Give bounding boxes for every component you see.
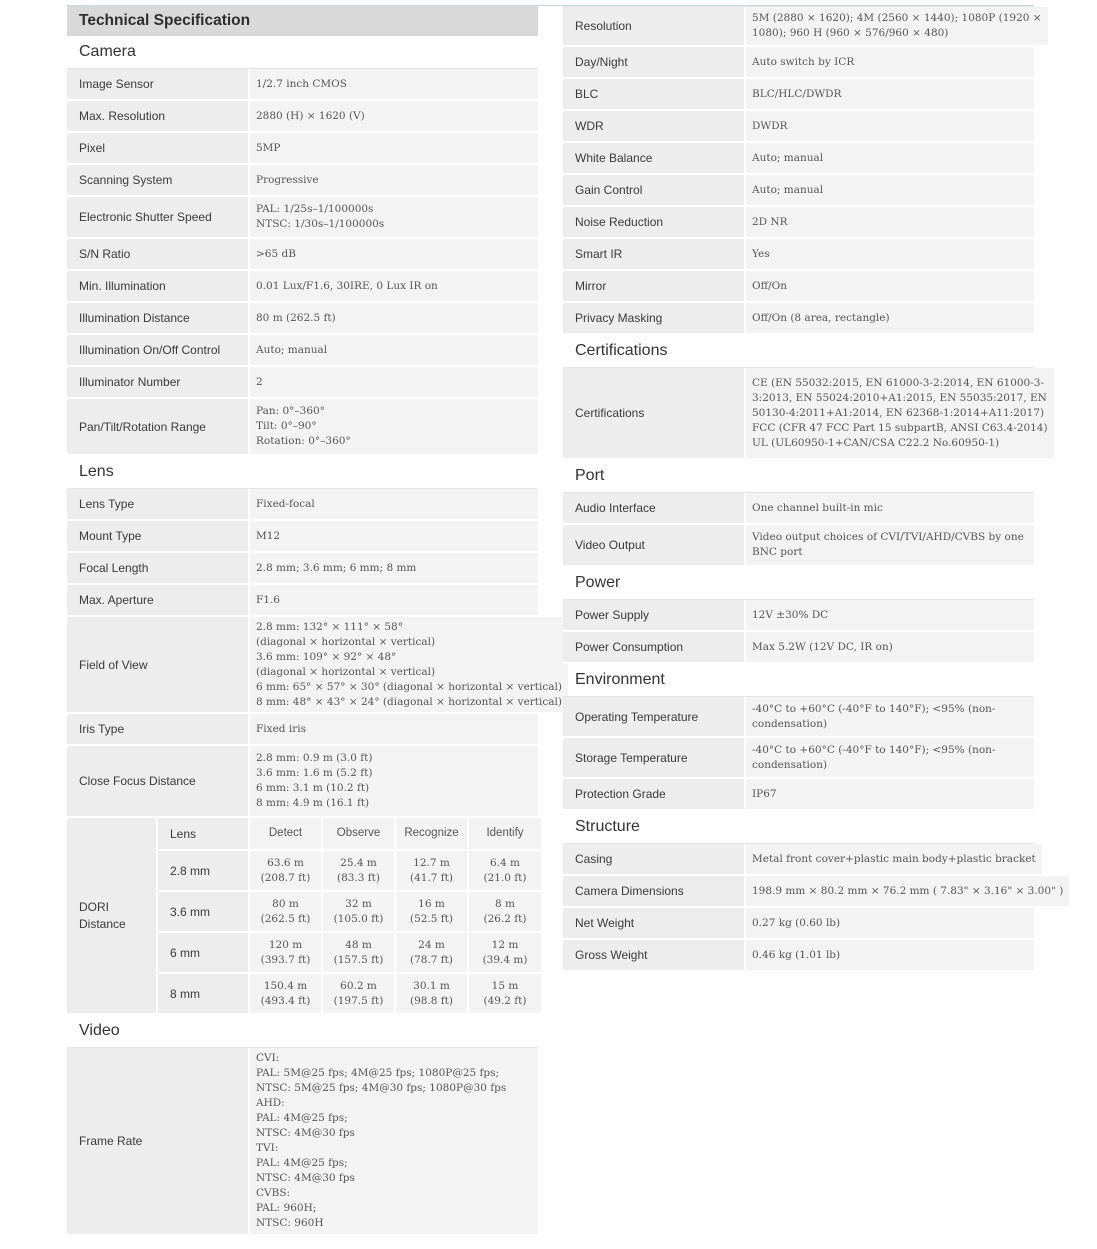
dori-cell-line: 25.4 m [340, 856, 377, 869]
spec-value-line: CVBS: [256, 1187, 291, 1199]
spec-row-certifications [563, 368, 1048, 460]
dori-header-row [158, 818, 541, 849]
spec-value [746, 600, 1034, 630]
spec-table-environment [563, 696, 1034, 811]
spec-label: Field of View [67, 617, 248, 712]
spec-label: Camera Dimensions [563, 876, 744, 906]
spec-value-line: NTSC: 5M@25 fps; 4M@30 fps; 1080P@30 fps [256, 1082, 507, 1094]
spec-value-line: BNC port [752, 546, 803, 558]
dori-cell [250, 892, 321, 931]
dori-cell [250, 974, 321, 1013]
dori-cell-line: 8 m [495, 897, 515, 910]
section-title-certifications: Certifications [575, 342, 668, 359]
spec-value [250, 69, 538, 99]
dori-cell-line: 12.7 m [413, 856, 450, 869]
dori-label-text [79, 899, 126, 933]
spec-value-line: 6 mm: 3.1 m (10.2 ft) [256, 782, 370, 794]
spec-row-min-illumination [67, 271, 538, 303]
spec-value-line: Auto; manual [752, 151, 824, 164]
spec-value [250, 271, 538, 301]
dori-row [158, 851, 541, 890]
dori-cell-line: 16 m [418, 897, 445, 910]
spec-value [746, 303, 1034, 333]
spec-label: Audio Interface [563, 493, 744, 523]
dori-cell-line: (26.2 ft) [483, 912, 527, 925]
spec-value-line: CE (EN 55032:2015, EN 61000-3-2:2014, EN 61000-3- [752, 376, 1045, 389]
spec-value [746, 632, 1034, 662]
spec-value-line: Auto switch by ICR [752, 55, 855, 68]
spec-label: Max. Resolution [67, 101, 248, 131]
spec-value [250, 335, 538, 365]
spec-label: White Balance [563, 143, 744, 173]
dori-cell-line: 150.4 m [263, 979, 308, 992]
spec-row-electronic-shutter-speed [67, 197, 538, 239]
spec-value-line: Max 5.2W (12V DC, IR on) [752, 640, 893, 653]
dori-cell [323, 892, 394, 931]
dori-header-recognize: Recognize [396, 818, 467, 849]
spec-value [250, 239, 538, 269]
spec-label: Privacy Masking [563, 303, 744, 333]
spec-label: Power Supply [563, 600, 744, 630]
spec-label: Frame Rate [67, 1048, 248, 1234]
spec-label: Min. Illumination [67, 271, 248, 301]
spec-value-line: M12 [256, 529, 281, 542]
spec-value-line: Yes [752, 247, 770, 260]
spec-table-video [67, 1047, 538, 1236]
spec-row-wdr [563, 111, 1034, 143]
dori-row [158, 933, 541, 972]
spec-table-lens [67, 488, 562, 1015]
spec-label: Protection Grade [563, 779, 744, 809]
dori-grid [158, 818, 541, 1013]
spec-row-power-consumption [563, 632, 1034, 664]
spec-value [746, 525, 1034, 565]
spec-table-certifications [563, 367, 1048, 460]
spec-row-scanning-system [67, 165, 538, 197]
spec-value-line: 12V ±30% DC [752, 608, 829, 621]
spec-row-illumination-on-off-control [67, 335, 538, 367]
dori-cell [469, 974, 541, 1013]
spec-value-line: 2 [256, 375, 263, 388]
dori-header-identify: Identify [469, 818, 541, 849]
spec-value-line: 80 m (262.5 ft) [256, 311, 336, 324]
spec-row-resolution [563, 7, 1042, 47]
spec-value-line: PAL: 1/25s–1/100000s [256, 203, 374, 215]
spec-label: Operating Temperature [563, 697, 744, 736]
spec-label: Gain Control [563, 175, 744, 205]
spec-row-illuminator-number [67, 367, 538, 399]
dori-cell-line: 60.2 m [340, 979, 377, 992]
spec-value-line: Metal front cover+plastic main body+plastic bracket [752, 852, 1036, 865]
dori-cell [396, 933, 467, 972]
page-title: Technical Specification [67, 6, 538, 36]
spec-row-audio-interface [563, 493, 1034, 525]
dori-cell-line: (21.0 ft) [483, 871, 527, 884]
dori-label [67, 818, 156, 1013]
spec-value-line: NTSC: 4M@30 fps [256, 1127, 355, 1139]
dori-cell [323, 933, 394, 972]
spec-label: Illuminator Number [67, 367, 248, 397]
spec-row-protection-grade [563, 779, 1034, 811]
spec-label: Image Sensor [67, 69, 248, 99]
dori-cell [323, 851, 394, 890]
dori-label-line: Distance [79, 916, 126, 931]
spec-value [250, 101, 538, 131]
spec-value [746, 271, 1034, 301]
dori-cell-line: 12 m [491, 938, 519, 951]
spec-row-mount-type [67, 521, 538, 553]
spec-value [250, 165, 538, 195]
spec-value-line: 2D NR [752, 215, 788, 228]
spec-table-camera [67, 68, 538, 456]
spec-value-line: 2.8 mm: 132° × 111° × 58° [256, 620, 403, 633]
spec-value-line: 0.27 kg (0.60 lb) [752, 916, 841, 929]
spec-row-storage-temperature [563, 738, 1034, 779]
spec-value-line: 2880 (H) × 1620 (V) [256, 109, 365, 122]
spec-row-close-focus-distance [67, 746, 538, 818]
spec-row-smart-ir [563, 239, 1034, 271]
dori-cell-line: 30.1 m [413, 979, 450, 992]
spec-value [746, 143, 1034, 173]
spec-value-line: 5MP [256, 141, 281, 154]
spec-value [250, 1048, 538, 1234]
spec-value-line: 1080); 960 H (960 × 576/960 × 480) [752, 27, 949, 39]
spec-label: WDR [563, 111, 744, 141]
spec-value-line: One channel built-in mic [752, 501, 883, 514]
spec-value [746, 239, 1034, 269]
spec-row-field-of-view [67, 617, 562, 714]
spec-row-net-weight [563, 908, 1034, 940]
spec-row-max-aperture [67, 585, 538, 617]
spec-value-line: -40°C to +60°C (-40°F to 140°F); <95% (non- [752, 743, 996, 756]
spec-value-line: (diagonal × horizontal × vertical) [256, 665, 436, 678]
spec-value-line: Fixed-focal [256, 497, 315, 510]
spec-label: Gross Weight [563, 940, 744, 970]
dori-cell-line: 32 m [345, 897, 372, 910]
spec-value-line: 2.8 mm; 3.6 mm; 6 mm; 8 mm [256, 561, 417, 574]
spec-label: Lens Type [67, 489, 248, 519]
spec-row-camera-dimensions [563, 876, 1064, 908]
spec-row-blc [563, 79, 1034, 111]
spec-label: Noise Reduction [563, 207, 744, 237]
spec-row-gain-control [563, 175, 1034, 207]
dori-lens: 2.8 mm [158, 851, 248, 890]
spec-value-line: 8 mm: 48° × 43° × 24° (diagonal × horizontal × vertical) [256, 695, 562, 708]
spec-value-line: -40°C to +60°C (-40°F to 140°F); <95% (non- [752, 702, 996, 715]
dori-row [158, 974, 541, 1013]
dori-cell-line: 48 m [345, 938, 372, 951]
spec-value-line: UL (UL60950-1+CAN/CSA C22.2 No.60950-1) [752, 436, 1000, 449]
spec-value-line: Auto; manual [752, 183, 824, 196]
spec-label: Certifications [563, 368, 744, 458]
spec-value-line: Progressive [256, 173, 319, 186]
spec-value [746, 493, 1034, 523]
spec-table-port [563, 492, 1034, 567]
spec-label: Illumination Distance [67, 303, 248, 333]
dori-cell-line: (83.3 ft) [336, 871, 380, 884]
spec-row-max-resolution [67, 101, 538, 133]
spec-value-line: Video output choices of CVI/TVI/AHD/CVBS by one [752, 531, 1024, 543]
spec-row-privacy-masking [563, 303, 1034, 335]
dori-lens: 3.6 mm [158, 892, 248, 931]
spec-label: Pixel [67, 133, 248, 163]
spec-value [250, 489, 538, 519]
dori-cell [250, 851, 321, 890]
spec-label: Net Weight [563, 908, 744, 938]
dori-cell-line: (49.2 ft) [483, 994, 527, 1007]
spec-label: Video Output [563, 525, 744, 565]
dori-cell-line: (52.5 ft) [409, 912, 453, 925]
spec-value [746, 47, 1034, 77]
spec-value-line: Auto; manual [256, 343, 328, 356]
spec-value [250, 399, 538, 454]
spec-value-line: BLC/HLC/DWDR [752, 87, 842, 100]
spec-row-pixel [67, 133, 538, 165]
section-title-camera: Camera [79, 43, 136, 60]
spec-value-line: NTSC: 1/30s–1/100000s [256, 218, 385, 230]
spec-value-line: AHD: [256, 1097, 285, 1109]
spec-label: Iris Type [67, 714, 248, 744]
spec-value-line: PAL: 960H; [256, 1202, 317, 1214]
dori-cell-line: (393.7 ft) [260, 953, 311, 966]
spec-row-frame-rate [67, 1048, 538, 1236]
spec-value-line: Fixed iris [256, 722, 306, 735]
right-column [563, 6, 1064, 972]
spec-row-s-n-ratio [67, 239, 538, 271]
spec-value-line: Off/On (8 area, rectangle) [752, 311, 890, 324]
dori-row [158, 892, 541, 931]
spec-value [250, 714, 538, 744]
spec-value-line: 8 mm: 4.9 m (16.1 ft) [256, 797, 370, 809]
section-title-environment: Environment [575, 671, 665, 688]
left-column [67, 6, 562, 1236]
spec-label: S/N Ratio [67, 239, 248, 269]
spec-value [746, 207, 1034, 237]
dori-cell-line: 6.4 m [490, 856, 520, 869]
spec-label: Electronic Shutter Speed [67, 197, 248, 237]
spec-label: Resolution [563, 7, 744, 45]
dori-lens: 6 mm [158, 933, 248, 972]
spec-label: Day/Night [563, 47, 744, 77]
spec-label: Focal Length [67, 553, 248, 583]
spec-value-line: Pan: 0°–360° [256, 405, 325, 417]
spec-label: Power Consumption [563, 632, 744, 662]
spec-row-power-supply [563, 600, 1034, 632]
dori-cell-line: 63.6 m [267, 856, 304, 869]
spec-value-line: F1.6 [256, 593, 280, 606]
spec-value [746, 779, 1034, 809]
dori-cell-line: (493.4 ft) [260, 994, 311, 1007]
spec-value-line: >65 dB [256, 247, 296, 260]
spec-value [746, 697, 1034, 736]
spec-value-line: 2.8 mm: 0.9 m (3.0 ft) [256, 752, 373, 764]
spec-value-line: 3:2013, EN 55024:2010+A1:2015, EN 55035:2017, EN [752, 391, 1047, 404]
spec-value [746, 876, 1069, 906]
spec-table-power [563, 599, 1034, 664]
dori-cell-line: (98.8 ft) [409, 994, 453, 1007]
spec-row-casing [563, 844, 1034, 876]
dori-header-observe: Observe [323, 818, 394, 849]
spec-label: Mirror [563, 271, 744, 301]
spec-value-line: 50130-4:2011+A1:2014, EN 62368-1:2014+A11:2017) [752, 406, 1045, 419]
spec-value-line: condensation) [752, 717, 828, 730]
spec-value-line: IP67 [752, 787, 777, 800]
spec-value-line: Rotation: 0°–360° [256, 435, 351, 447]
dori-cell-line: (105.0 ft) [333, 912, 384, 925]
section-title-lens: Lens [79, 463, 114, 480]
spec-value-line: 6 mm: 65° × 57° × 30° (diagonal × horizontal × vertical) [256, 680, 562, 693]
dori-cell-line: (208.7 ft) [260, 871, 311, 884]
spec-row-mirror [563, 271, 1034, 303]
dori-cell [469, 933, 541, 972]
spec-value-line: 1/2.7 inch CMOS [256, 77, 347, 90]
dori-cell-line: 24 m [418, 938, 445, 951]
dori-cell [396, 974, 467, 1013]
spec-value [746, 175, 1034, 205]
spec-value [250, 521, 538, 551]
spec-value-line: NTSC: 4M@30 fps [256, 1172, 355, 1184]
spec-row-white-balance [563, 143, 1034, 175]
spec-value [746, 940, 1034, 970]
section-title-video: Video [79, 1022, 120, 1039]
spec-value-line: Off/On [752, 279, 787, 292]
section-title-port: Port [575, 467, 605, 484]
spec-value [250, 553, 538, 583]
spec-row-noise-reduction [563, 207, 1034, 239]
dori-cell-line: (157.5 ft) [333, 953, 384, 966]
spec-value-line: CVI: [256, 1052, 280, 1064]
spec-label: Illumination On/Off Control [67, 335, 248, 365]
spec-value-line: PAL: 5M@25 fps; 4M@25 fps; 1080P@25 fps; [256, 1067, 500, 1079]
spec-value [250, 617, 568, 712]
spec-value-line: 3.6 mm: 1.6 m (5.2 ft) [256, 767, 373, 779]
spec-value-line: condensation) [752, 758, 828, 771]
dori-cell [323, 974, 394, 1013]
dori-cell-line: (197.5 ft) [333, 994, 384, 1007]
spec-label: Casing [563, 844, 744, 874]
dori-cell [250, 933, 321, 972]
spec-row-video-output [563, 525, 1034, 567]
spec-table-structure [563, 843, 1064, 972]
spec-value [746, 7, 1048, 45]
spec-value-line: FCC (CFR 47 FCC Part 15 subpartB, ANSI C63.4-2014) [752, 421, 1048, 434]
dori-distance-table [67, 818, 538, 1015]
dori-label-line: DORI [79, 899, 109, 914]
spec-row-lens-type [67, 489, 538, 521]
dori-cell [396, 851, 467, 890]
section-title-power: Power [575, 574, 621, 591]
dori-cell [396, 892, 467, 931]
spec-label: Pan/Tilt/Rotation Range [67, 399, 248, 454]
spec-value [746, 368, 1054, 458]
spec-value-line: DWDR [752, 119, 788, 132]
dori-cell [469, 851, 541, 890]
spec-row-focal-length [67, 553, 538, 585]
spec-value-line: PAL: 4M@25 fps; [256, 1157, 348, 1169]
spec-value-line: (diagonal × horizontal × vertical) [256, 635, 436, 648]
spec-row-iris-type [67, 714, 538, 746]
spec-label: BLC [563, 79, 744, 109]
spec-value-line: Tilt: 0°–90° [256, 420, 317, 432]
spec-table-video-cont [563, 6, 1042, 335]
spec-value [250, 303, 538, 333]
dori-cell-line: (41.7 ft) [409, 871, 453, 884]
spec-value-line: TVI: [256, 1142, 279, 1154]
dori-cell-line: (262.5 ft) [260, 912, 311, 925]
spec-value [250, 197, 538, 237]
section-title-structure: Structure [575, 818, 640, 835]
spec-row-illumination-distance [67, 303, 538, 335]
spec-label: Close Focus Distance [67, 746, 248, 816]
spec-value [250, 133, 538, 163]
spec-row-gross-weight [563, 940, 1034, 972]
spec-value-line: 0.46 kg (1.01 lb) [752, 948, 841, 961]
dori-cell [469, 892, 541, 931]
spec-value-line: 0.01 Lux/F1.6, 30IRE, 0 Lux IR on [256, 279, 438, 292]
dori-cell-line: 120 m [268, 938, 303, 951]
spec-value-line: 5M (2880 × 1620); 4M (2560 × 1440); 1080P (1920 × [752, 12, 1042, 24]
dori-cell-line: (39.4 m) [482, 953, 528, 966]
spec-value [250, 367, 538, 397]
spec-value [746, 844, 1042, 874]
spec-value [250, 585, 538, 615]
spec-value-line: NTSC: 960H [256, 1217, 324, 1229]
dori-header-lens: Lens [158, 818, 248, 849]
spec-value-line: 3.6 mm: 109° × 92° × 48° [256, 650, 397, 663]
dori-cell-line: (78.7 ft) [409, 953, 453, 966]
spec-value [746, 79, 1034, 109]
spec-label: Storage Temperature [563, 738, 744, 777]
spec-value [746, 908, 1034, 938]
spec-row-image-sensor [67, 69, 538, 101]
spec-label: Scanning System [67, 165, 248, 195]
spec-value [250, 746, 538, 816]
spec-value-line: PAL: 4M@25 fps; [256, 1112, 348, 1124]
spec-label: Smart IR [563, 239, 744, 269]
spec-value [746, 738, 1034, 777]
spec-label: Max. Aperture [67, 585, 248, 615]
dori-lens: 8 mm [158, 974, 248, 1013]
spec-row-pan-tilt-rotation-range [67, 399, 538, 456]
spec-value-line: 198.9 mm × 80.2 mm × 76.2 mm ( 7.83" × 3.16" × 3.00" ) [752, 884, 1064, 897]
spec-row-day-night [563, 47, 1034, 79]
spec-row-operating-temperature [563, 697, 1034, 738]
dori-header-detect: Detect [250, 818, 321, 849]
spec-label: Mount Type [67, 521, 248, 551]
dori-cell-line: 15 m [491, 979, 519, 992]
dori-cell-line: 80 m [272, 897, 299, 910]
spec-value [746, 111, 1034, 141]
